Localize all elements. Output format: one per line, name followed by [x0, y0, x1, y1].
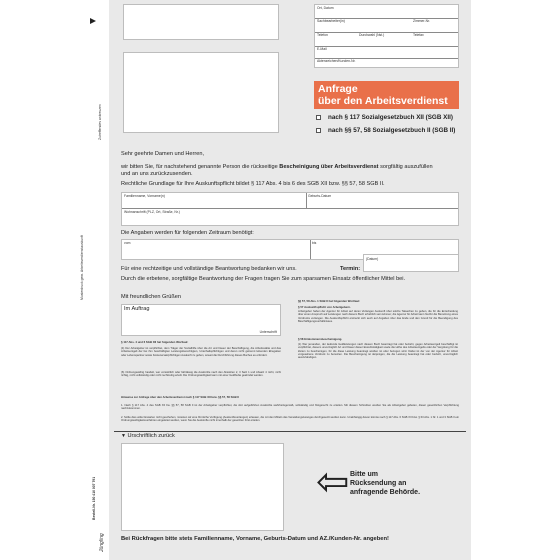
- zimmer-label: Zimmer-Nr.: [413, 19, 430, 23]
- legal-left-heading: § 117 Abs. 4 und 6 SGB XII hat folgenden Wortlaut:: [121, 340, 189, 344]
- deadline-label: Termin:: [340, 266, 361, 272]
- legal-right-sub1: § 57 Auskunftspflicht von Arbeitgebern.: [298, 305, 351, 309]
- notes-heading: Hinweise zur Anfrage über den Arbeitsverdienst nach § 117 SGB XII bzw. §§ 57, 58 SGB II: [121, 395, 239, 399]
- name-label: Familienname, Vorname(n): [124, 194, 165, 198]
- left-arrow-icon: ⇦: [316, 460, 350, 504]
- brand-logo: Jüngling: [99, 533, 105, 552]
- sender-info-box: [314, 4, 459, 68]
- order-number: Bestell-Nr. 150 410 007 791: [92, 476, 96, 520]
- return-label: ▼ Urschriftlich zurück: [121, 433, 175, 439]
- option-sgb-ii-checkbox[interactable]: [316, 128, 321, 133]
- period-from-label: vom: [124, 241, 131, 245]
- salutation: Sehr geehrte Damen und Herren,: [121, 151, 205, 157]
- return-instruction: Bitte um Rücksendung an anfragende Behörde.: [350, 471, 421, 496]
- period-from-input[interactable]: [130, 241, 305, 258]
- return-address-box[interactable]: [121, 443, 284, 531]
- name-input[interactable]: [124, 199, 304, 207]
- thanks-text: Für eine rechtzeitige und vollständige Beantwortung bedanken wir uns.: [121, 266, 297, 272]
- down-triangle-icon: ▼: [121, 433, 126, 439]
- legal-basis-text: Rechtliche Grundlage für Ihre Auskunftspflicht bildet § 117 Abs. 4 bis 6 des SGB XII bzw. §§ 57, 58 SGB II.: [121, 181, 385, 187]
- option-sgb-xii-checkbox[interactable]: [316, 115, 321, 120]
- legal-right-p1: Arbeitgeber haben der Agentur für Arbeit auf deren Verlangen Auskunft über solche Tatsachen zu geben, die für die Entscheidung über einen Anspruch auf Leistungen nach diesem Buch erheblich sein können; die Agentur für Arbeit kann hierfür die Benutzung eines Vordrucks verlangen. Die Auskunftspflicht erstreckt sich auch auf Angaben über das Ende und den Grund für die Beendigung des Beschäftigungsverhältnisses.: [298, 310, 458, 323]
- fold-mark-text: Zutreffendes ankreuzen: [98, 104, 102, 140]
- recipient-address-box[interactable]: [123, 4, 279, 40]
- signature-box[interactable]: [121, 304, 281, 336]
- legal-left-p1: (4) Der Arbeitgeber ist verpflichtet, dem Träger der Sozialhilfe über die Art und Dauer der Beschäftigung, die Arbeitsstätte und das Arbeitsentgelt der bei ihm beschäftigten Leistungsberechtigten, Unterhaltspflichtigen und deren nicht getrennt lebenden Ehegatten oder Lebenspartner sowie Kostenersatzpflichtigen Auskunft zu geben, soweit die Durchführung dieses Buches es erfordert.: [121, 347, 281, 357]
- form-title-line1: Anfrage: [318, 83, 358, 95]
- footer-note: Bei Rückfragen bitte stets Familienname, Vorname, Geburts-Datum und AZ./Kunden-Nr. angeben!: [121, 536, 389, 542]
- address-label: Wohnanschrift (PLZ, Ort, Straße, Nr.): [124, 210, 180, 214]
- recipient-address-box-2[interactable]: [123, 52, 279, 133]
- legal-right-p2: (1) Wer jemanden, der laufende Geldleistungen nach diesem Buch beantragt hat oder bezieht, gegen Arbeitsentgelt beschäftigt ist verpflichtet, diesem unverzüglich Art und Dauer dieser Erwerbstätigkeit sowie die Höhe des Arbeitsentgelts oder der Vergütung für die Zeiten zu bescheinigen, für die diese Leistung beantragt worden ist oder bezogen wird. Dabei ist der von der Agentur für Arbeit vorgesehene Vordruck zu benutzen. Die Bescheinigung ist derjenigen, die die Leistung beantragt hat oder bezieht, unverzüglich auszuhändigen.: [298, 343, 458, 360]
- telefax-label: Telefax: [413, 33, 424, 37]
- period-text: Die Angaben werden für folgenden Zeitraum benötigt:: [121, 230, 254, 236]
- option-sgb-xii-label: nach § 117 Sozialgesetzbuch XII (SGB XII): [328, 114, 453, 121]
- savings-text: Durch die erbetene, sorgfältige Beantwortung der Fragen tragen Sie zum sparsamen Einsatz öffentlicher Mittel bei.: [121, 276, 406, 282]
- return-divider: [114, 431, 466, 432]
- legal-left-p2: (6) Ordnungswidrig handelt, wer vorsätzlich oder fahrlässig die Auskünfte nach den Absätzen 2, 3 Satz 1 und Absatz 4 nicht, nicht richtig, nicht vollständig oder nicht rechtzeitig erteilt. Die Ordnungswidrigkeit kann mit einer Geldbuße geahndet werden.: [121, 371, 281, 378]
- deadline-date-label: (Datum): [366, 257, 379, 261]
- birth-date-label: Geburts-Datum: [308, 194, 332, 198]
- side-note: Musterdruck gem. Arbeitsverdienstauskunft: [80, 234, 84, 300]
- form-title-line2: über den Arbeitsverdienst: [318, 95, 448, 107]
- notes-item-2: 2. Sollte dies wider Erwarten nicht geschehen, müssten wir eine förmliche Verfügung (Auskunftsverlangen) erlassen, die mit den Mitteln des Verwaltungszwanges durchgesetzt werden kann. Unabhängig davon könnte nach § 117 Abs. 6 SGB XII bzw. § 63 Abs. 1 Nr. 1 und 3 SGB II ein Ordnungswidrigkeitsverfahren eingeleitet werden, wenn Sie die Auskünfte nicht innerhalb der gesetzten Frist erteilen.: [121, 416, 459, 423]
- legal-right-heading: §§ 57, 58 Abs. 1 SGB II hat folgenden Wortlaut:: [298, 299, 361, 303]
- fold-marker: [90, 18, 96, 24]
- closing-text: Mit freundlichen Grüßen: [121, 294, 182, 300]
- aktenzeichen-label: Aktenzeichen/Kunden-Nr.: [317, 59, 356, 63]
- email-label: E-Mail: [317, 47, 327, 51]
- form-title: [314, 81, 459, 109]
- intro-text-2: und an uns zurückzusenden.: [121, 171, 193, 177]
- im-auftrag-label: Im Auftrag: [124, 306, 150, 312]
- option-sgb-ii-label: nach §§ 57, 58 Sozialgesetzbuch II (SGB II): [328, 127, 456, 134]
- deadline-input[interactable]: [363, 254, 459, 272]
- period-to-label: bis: [312, 241, 317, 245]
- sachbearbeiter-label: Sachbearbeiter(in): [317, 19, 345, 23]
- signature-label: Unterschrift: [259, 329, 277, 334]
- legal-right-sub2: § 58 Einkommensbescheinigung.: [298, 337, 343, 341]
- intro-text: wir bitten Sie, für nachstehend genannte Person die rückseitige Bescheinigung über Arbeitsverdienst sorgfältig auszufüllen: [121, 164, 433, 170]
- notes-item-1: 1. Nach § 117 Abs. 4 des SGB XII bw. §§ 57, 58 SGB II ist der Arbeitgeber verpflichtet, die dort aufgeführten Auskünfte wahrheitsgemäß, vollständig und fristgerecht zu erteilen. Mit diesem Schreiben werden Sie als Arbeitgeber gebeten, dieser gesetzlichen Verpflichtung nachzukommen.: [121, 404, 459, 411]
- ort-datum-label: Ort, Datum: [317, 6, 334, 10]
- durchwahl-label: Durchwahl (Nst.): [359, 33, 385, 37]
- address-input[interactable]: [124, 214, 456, 224]
- birth-date-input[interactable]: [308, 199, 456, 207]
- telefon-label: Telefon: [317, 33, 328, 37]
